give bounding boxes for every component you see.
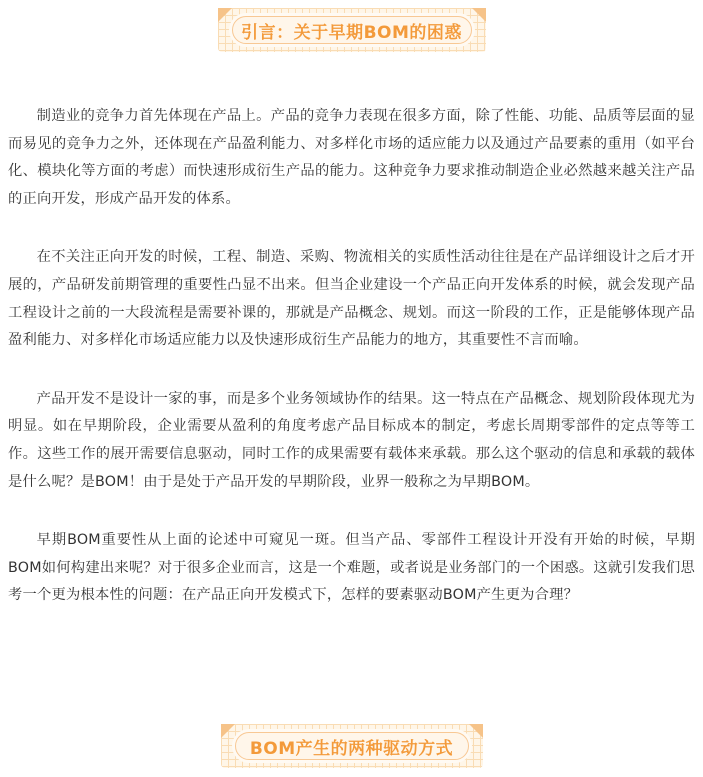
- section-title-next: BOM产生的两种驱动方式: [249, 738, 454, 759]
- header-corner-right: [472, 8, 486, 22]
- section-title-intro: 引言：关于早期BOM的困惑: [241, 22, 462, 43]
- header-corner-left: [218, 8, 232, 22]
- paragraph-1: 制造业的竞争力首先体现在产品上。产品的竞争力表现在很多方面，除了性能、功能、品质等层面的显而易见的竞争力之外，还体现在产品盈利能力、对多样化市场的适应能力以及通过产品要素的重用（如平台化、模块化等方面的考虑）而快速形成衍生产品的能力。这种竞争力要求推动制造企业必然越来越关注产品的正向开发，形成产品开发的体系。: [8, 108, 695, 207]
- section-header-next: [221, 724, 483, 768]
- header-corner-left: [221, 724, 235, 738]
- paragraph-4: 早期BOM重要性从上面的论述中可窥见一斑。但当产品、零部件工程设计开没有开始的时候，早期BOM如何构建出来呢？对于很多企业而言，这是一个难题，或者说是业务部门的一个困惑。这就引发我们思考一个更为根本性的问题：在产品正向开发模式下，怎样的要素驱动BOM产生更为合理？: [8, 532, 695, 604]
- article-body: [8, 103, 695, 641]
- paragraph-3: 产品开发不是设计一家的事，而是多个业务领域协作的结果。这一特点在产品概念、规划阶段体现尤为明显。如在早期阶段，企业需要从盈利的角度考虑产品目标成本的制定，考虑长周期零部件的定点等等工作。这些工作的展开需要信息驱动，同时工作的成果需要有载体来承载。那么这个驱动的信息和承载的载体是什么呢？是BOM！由于是处于产品开发的早期阶段，业界一般称之为早期BOM。: [8, 390, 695, 490]
- paragraph-2: 在不关注正向开发的时候，工程、制造、采购、物流相关的实质性活动往往是在产品详细设计之后才开展的，产品研发前期管理的重要性凸显不出来。但当企业建设一个产品正向开发体系的时候，就会发现产品工程设计之前的一大段流程是需要补课的，那就是产品概念、规划。而这一阶段的工作，正是能够体现产品盈利能力、对多样化市场适应能力以及快速形成衍生产品能力的地方，其重要性不言而喻。: [8, 249, 695, 349]
- section-header-intro: [218, 8, 486, 52]
- header-corner-right: [469, 724, 483, 738]
